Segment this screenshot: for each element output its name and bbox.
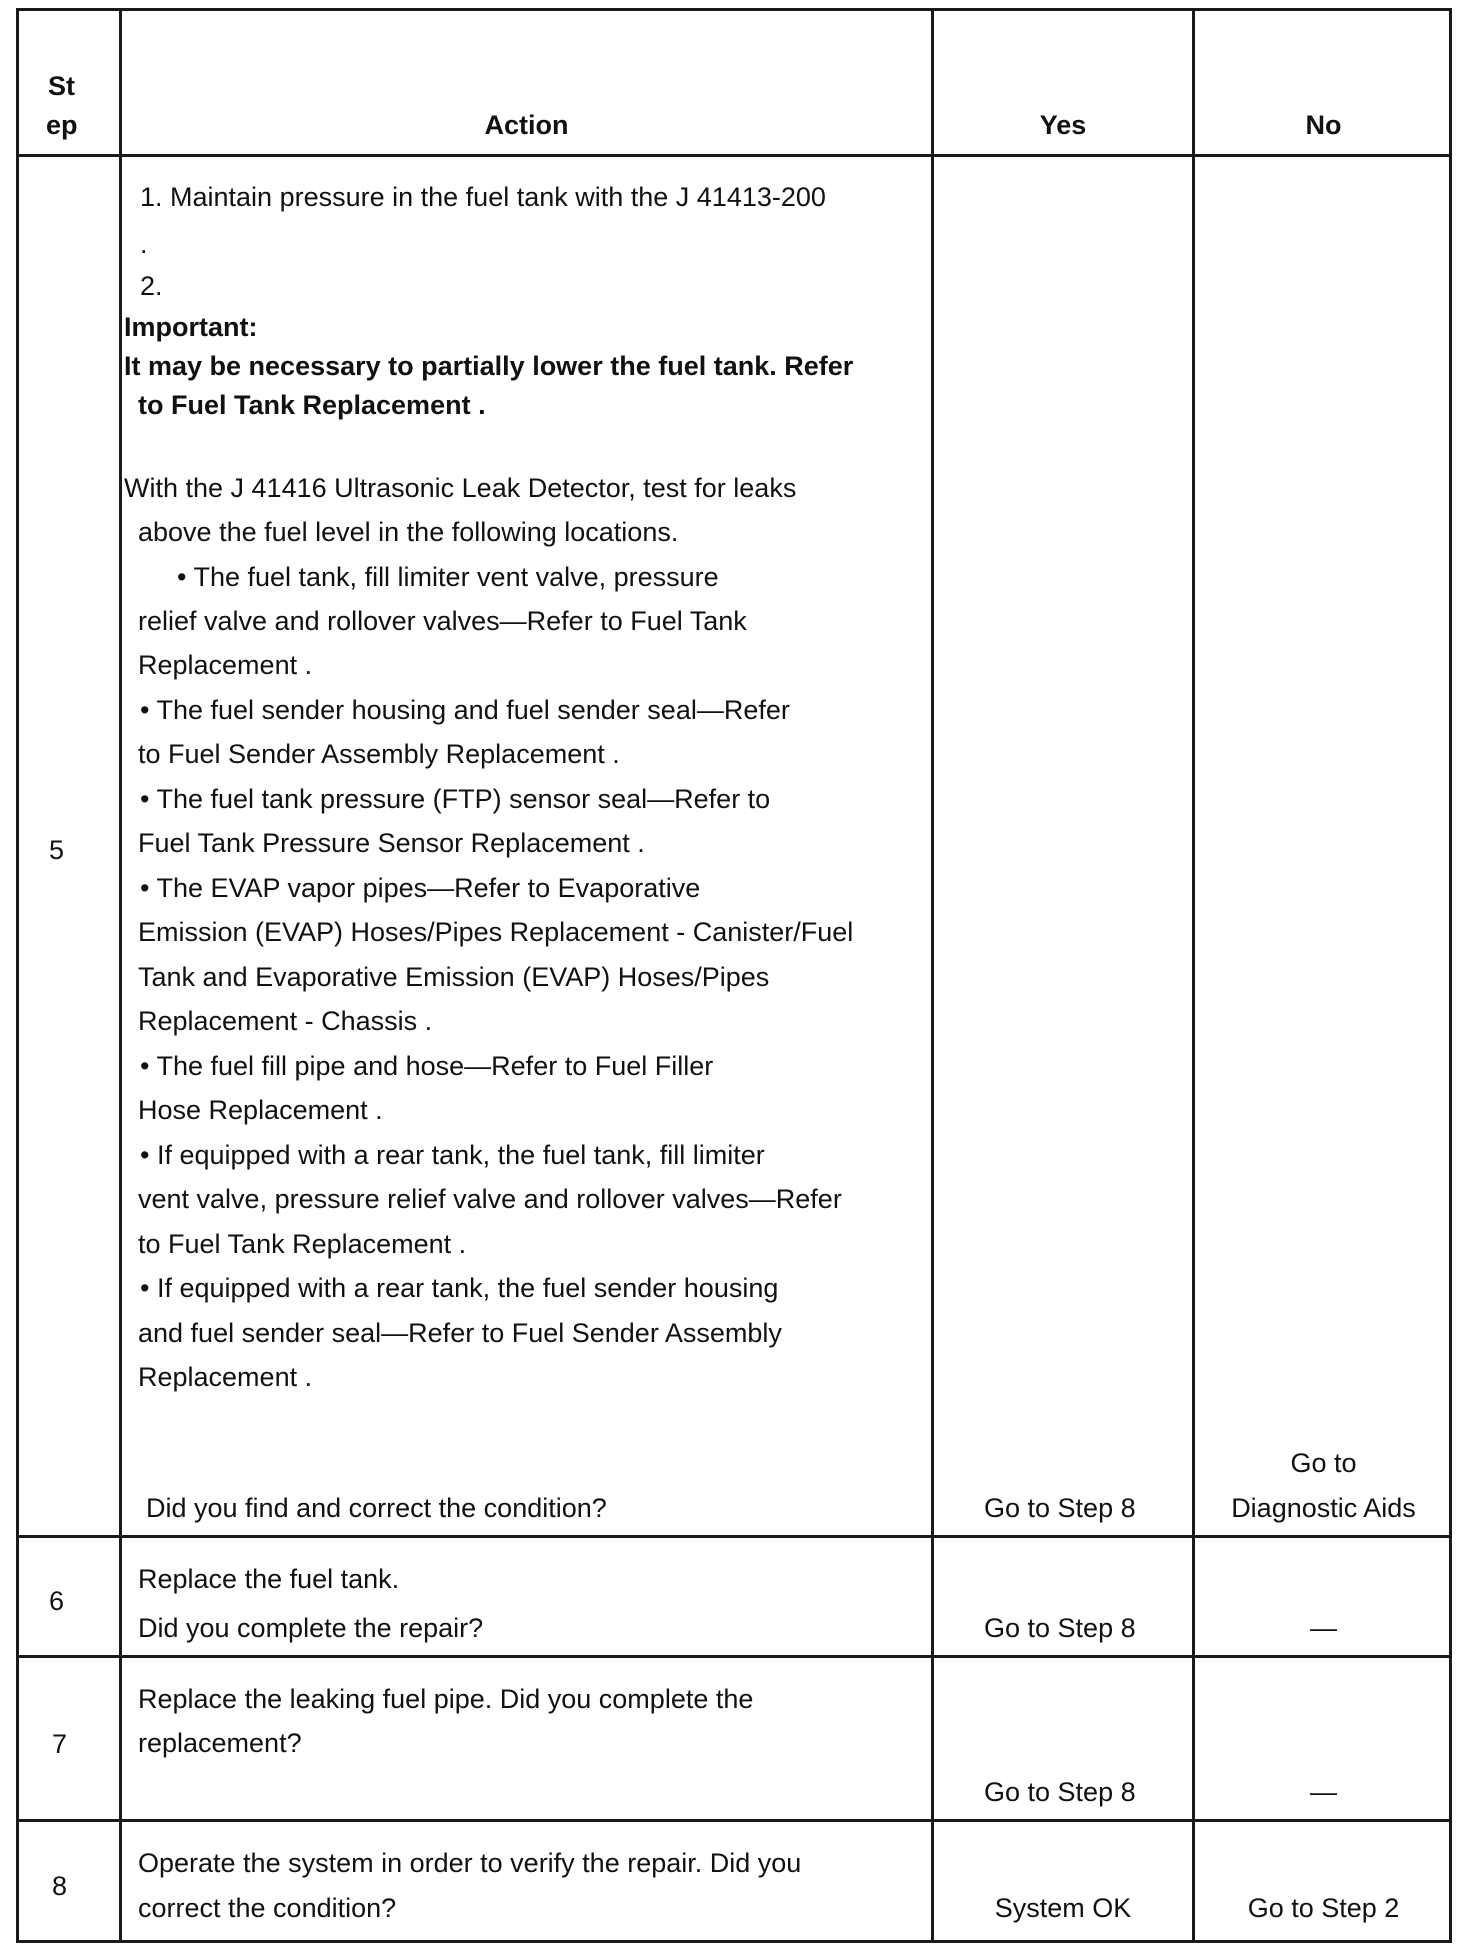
step-number-5: 5 — [49, 835, 65, 865]
row6-no: — — [1310, 1613, 1337, 1643]
row6-yes: Go to Step 8 — [984, 1613, 1136, 1643]
row8-yes: System OK — [994, 1893, 1132, 1923]
bullet-line: Tank and Evaporative Emission (EVAP) Hoses/Pipes — [138, 962, 770, 992]
header-no: No — [1305, 110, 1342, 140]
bullet-line: Replacement - Chassis . — [138, 1006, 433, 1036]
bullet-line: • The fuel fill pipe and hose—Refer to Fuel Filler — [140, 1051, 714, 1081]
row5-no-line1: Go to — [1290, 1448, 1357, 1478]
row6-action-line2: Did you complete the repair? — [138, 1613, 484, 1643]
important-label: Important: — [124, 312, 258, 342]
action-line: With the J 41416 Ultrasonic Leak Detector, test for leaks — [124, 473, 797, 503]
bullet-line: vent valve, pressure relief valve and rollover valves—Refer — [138, 1184, 842, 1214]
row6-action-line1: Replace the fuel tank. — [138, 1564, 400, 1594]
bullet-line: Emission (EVAP) Hoses/Pipes Replacement - Canister/Fuel — [138, 917, 854, 947]
row5-question: Did you find and correct the condition? — [146, 1493, 607, 1523]
row7-action-line2: replacement? — [138, 1728, 302, 1758]
step-number-8: 8 — [52, 1871, 68, 1901]
bullet-line: Replacement . — [138, 650, 313, 680]
row7-action-line1: Replace the leaking fuel pipe. Did you complete the — [138, 1684, 754, 1714]
action-line: above the fuel level in the following locations. — [138, 517, 679, 547]
bullet-line: • If equipped with a rear tank, the fuel tank, fill limiter — [140, 1140, 765, 1170]
bullet-line: Hose Replacement . — [138, 1095, 383, 1125]
diagnostic-table — [16, 8, 1452, 1943]
step-number-6: 6 — [49, 1586, 65, 1616]
important-note: It may be necessary to partially lower the fuel tank. Refer — [124, 351, 854, 381]
row5-yes: Go to Step 8 — [984, 1493, 1136, 1523]
row8-action-line1: Operate the system in order to verify the repair. Did you — [138, 1848, 802, 1878]
bullet-line: Fuel Tank Pressure Sensor Replacement . — [138, 828, 645, 858]
action-line: 1. Maintain pressure in the fuel tank with the J 41413-200 — [140, 182, 826, 212]
header-yes: Yes — [1039, 110, 1087, 140]
row-divider-header — [19, 154, 1449, 157]
column-divider-step — [119, 11, 122, 1940]
bullet-line: and fuel sender seal—Refer to Fuel Sender Assembly — [138, 1318, 782, 1348]
action-line: 2. — [140, 271, 163, 301]
column-divider-yes — [1192, 11, 1195, 1940]
column-divider-action — [931, 11, 934, 1940]
bullet-line: to Fuel Tank Replacement . — [138, 1229, 467, 1259]
bullet-line: • The fuel tank, fill limiter vent valve, pressure — [177, 562, 719, 592]
row-divider-step5 — [19, 1535, 1449, 1538]
bullet-line: • If equipped with a rear tank, the fuel sender housing — [140, 1273, 779, 1303]
bullet-line: Replacement . — [138, 1362, 313, 1392]
header-action: Action — [484, 110, 569, 140]
bullet-line: to Fuel Sender Assembly Replacement . — [138, 739, 620, 769]
row7-yes: Go to Step 8 — [984, 1777, 1136, 1807]
header-step-line1: St — [48, 71, 75, 101]
row7-no: — — [1310, 1777, 1337, 1807]
step-number-7: 7 — [52, 1729, 68, 1759]
header-step-line2: ep — [46, 110, 78, 140]
bullet-line: • The EVAP vapor pipes—Refer to Evaporative — [140, 873, 701, 903]
row-divider-step6 — [19, 1655, 1449, 1658]
row8-no: Go to Step 2 — [1247, 1893, 1400, 1923]
row8-action-line2: correct the condition? — [138, 1893, 397, 1923]
bullet-line: • The fuel sender housing and fuel sender seal—Refer — [140, 695, 790, 725]
action-line: . — [140, 229, 148, 259]
row-divider-step7 — [19, 1819, 1449, 1822]
important-note: to Fuel Tank Replacement . — [138, 390, 486, 420]
row5-no-line2: Diagnostic Aids — [1231, 1493, 1416, 1523]
bullet-line: • The fuel tank pressure (FTP) sensor seal—Refer to — [140, 784, 771, 814]
bullet-line: relief valve and rollover valves—Refer to Fuel Tank — [138, 606, 747, 636]
